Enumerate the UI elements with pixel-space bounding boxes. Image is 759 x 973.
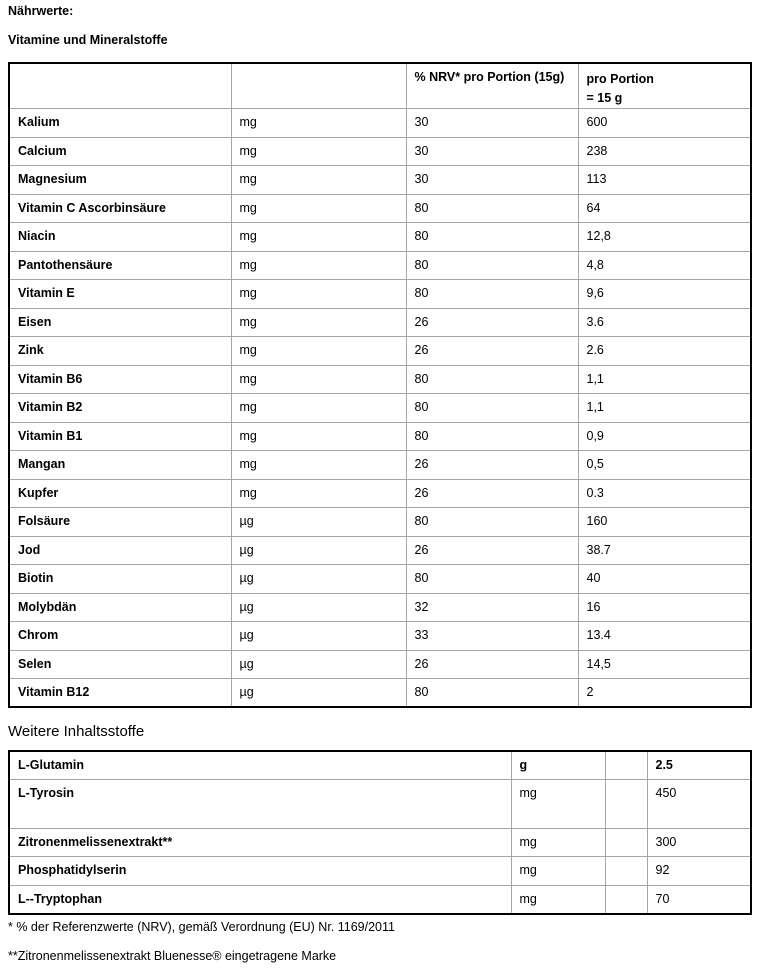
nutrient-name: Zink (9, 337, 231, 366)
nutrient-unit: µg (231, 622, 406, 651)
nutrient-name: Biotin (9, 565, 231, 594)
nutrient-nrv-percent: 80 (406, 508, 578, 537)
nutrient-nrv-percent: 80 (406, 251, 578, 280)
table-row (9, 394, 751, 423)
nutrient-nrv-percent: 26 (406, 337, 578, 366)
ingredient-unit: mg (511, 828, 605, 857)
nutrient-nrv-percent: 80 (406, 365, 578, 394)
other-ingredients-title: Weitere Inhaltsstoffe (8, 723, 145, 740)
nutrient-amount: 13.4 (578, 622, 751, 651)
nutrient-amount: 3.6 (578, 308, 751, 337)
header-portion-column (578, 63, 751, 109)
nutrient-unit: mg (231, 137, 406, 166)
nutrient-amount: 64 (578, 194, 751, 223)
header-empty-cell-2 (231, 63, 406, 109)
ingredient-name: Zitronenmelissenextrakt** (9, 828, 511, 857)
table-row (9, 451, 751, 480)
nutrient-amount: 1,1 (578, 365, 751, 394)
nutrient-amount: 12,8 (578, 223, 751, 252)
nutrient-amount: 600 (578, 109, 751, 138)
nutrient-name: Kalium (9, 109, 231, 138)
nutrient-name: Vitamin B6 (9, 365, 231, 394)
nutrient-name: Jod (9, 536, 231, 565)
nutrient-nrv-percent: 80 (406, 422, 578, 451)
nutrient-unit: mg (231, 251, 406, 280)
nutrient-amount: 40 (578, 565, 751, 594)
other-table-body (9, 751, 751, 914)
table-row (9, 780, 751, 829)
nutrient-amount: 1,1 (578, 394, 751, 423)
nutrient-name: Molybdän (9, 593, 231, 622)
nutrient-nrv-percent: 80 (406, 194, 578, 223)
ingredient-spacer-cell (605, 857, 647, 886)
table-row (9, 280, 751, 309)
table-row (9, 223, 751, 252)
table-row (9, 308, 751, 337)
table-row (9, 137, 751, 166)
nutrient-amount: 9,6 (578, 280, 751, 309)
nutrient-unit: µg (231, 565, 406, 594)
nutrient-name: Vitamin B2 (9, 394, 231, 423)
ingredient-name: L-Glutamin (9, 751, 511, 780)
table-row (9, 365, 751, 394)
table-row (9, 751, 751, 780)
nutrient-amount: 2 (578, 679, 751, 708)
header-nrv-column: % NRV* pro Portion (15g) (406, 63, 578, 109)
ingredient-name: L--Tryptophan (9, 885, 511, 914)
table-row (9, 857, 751, 886)
nutrient-nrv-percent: 26 (406, 451, 578, 480)
table-row (9, 508, 751, 537)
nutrient-nrv-percent: 80 (406, 565, 578, 594)
nutrient-name: Vitamin B1 (9, 422, 231, 451)
nutrient-amount: 160 (578, 508, 751, 537)
table-row (9, 251, 751, 280)
nutrient-nrv-percent: 26 (406, 650, 578, 679)
ingredient-value: 300 (647, 828, 751, 857)
nutrient-nrv-percent: 33 (406, 622, 578, 651)
nutrient-amount: 238 (578, 137, 751, 166)
table-row (9, 536, 751, 565)
ingredient-spacer-cell (605, 751, 647, 780)
nutrient-nrv-percent: 26 (406, 479, 578, 508)
nutrient-nrv-percent: 26 (406, 308, 578, 337)
table-row (9, 828, 751, 857)
vitamins-table-body (9, 63, 751, 707)
table-row (9, 622, 751, 651)
nutrient-unit: µg (231, 508, 406, 537)
vitamins-section-title: Vitamine und Mineralstoffe (8, 33, 168, 47)
nutrient-amount: 14,5 (578, 650, 751, 679)
table-row (9, 885, 751, 914)
table-row (9, 479, 751, 508)
ingredient-value: 2.5 (647, 751, 751, 780)
vitamins-minerals-table (8, 62, 752, 708)
nrv-footnote: * % der Referenzwerte (NRV), gemäß Verordnung (EU) Nr. 1169/2011 (8, 919, 395, 934)
table-row (9, 422, 751, 451)
table-row (9, 337, 751, 366)
nutrient-name: Pantothensäure (9, 251, 231, 280)
table-header-row (9, 63, 751, 109)
nutrient-unit: mg (231, 166, 406, 195)
nutrient-nrv-percent: 30 (406, 137, 578, 166)
nutrient-amount: 2.6 (578, 337, 751, 366)
nutrient-nrv-percent: 32 (406, 593, 578, 622)
page-title: Nährwerte: (8, 4, 74, 18)
nutrient-amount: 113 (578, 166, 751, 195)
nutrient-name: Niacin (9, 223, 231, 252)
nutrient-amount: 0.3 (578, 479, 751, 508)
nutrient-name: Vitamin B12 (9, 679, 231, 708)
nutrient-nrv-percent: 80 (406, 679, 578, 708)
nutrient-amount: 0,5 (578, 451, 751, 480)
nutrient-nrv-percent: 80 (406, 394, 578, 423)
nutrient-name: Chrom (9, 622, 231, 651)
ingredient-unit: mg (511, 857, 605, 886)
nutrient-name: Selen (9, 650, 231, 679)
table-row (9, 109, 751, 138)
nutrient-nrv-percent: 80 (406, 223, 578, 252)
ingredient-name: Phosphatidylserin (9, 857, 511, 886)
trademark-footnote: **Zitronenmelissenextrakt Bluenesse® eingetragene Marke (8, 948, 337, 963)
nutrient-unit: mg (231, 365, 406, 394)
nutrient-unit: mg (231, 308, 406, 337)
nutrient-unit: µg (231, 650, 406, 679)
nutrient-name: Eisen (9, 308, 231, 337)
nutrient-name: Folsäure (9, 508, 231, 537)
nutrient-name: Mangan (9, 451, 231, 480)
table-row (9, 650, 751, 679)
ingredient-unit: mg (511, 780, 605, 829)
nutrient-amount: 38.7 (578, 536, 751, 565)
ingredient-unit: mg (511, 885, 605, 914)
ingredient-spacer-cell (605, 780, 647, 829)
nutrient-unit: mg (231, 422, 406, 451)
table-row (9, 593, 751, 622)
nutrient-unit: mg (231, 194, 406, 223)
nutrient-name: Kupfer (9, 479, 231, 508)
other-ingredients-table (8, 750, 752, 915)
nutrient-unit: µg (231, 679, 406, 708)
nutrient-unit: mg (231, 223, 406, 252)
table-row (9, 679, 751, 708)
nutrient-unit: mg (231, 451, 406, 480)
nutrient-unit: mg (231, 109, 406, 138)
nutrient-amount: 4,8 (578, 251, 751, 280)
nutrient-name: Magnesium (9, 166, 231, 195)
nutrient-nrv-percent: 80 (406, 280, 578, 309)
table-row (9, 565, 751, 594)
nutrient-unit: mg (231, 337, 406, 366)
ingredient-spacer-cell (605, 885, 647, 914)
table-row (9, 194, 751, 223)
ingredient-name: L-Tyrosin (9, 780, 511, 829)
table-row (9, 166, 751, 195)
nutrient-name: Vitamin C Ascorbinsäure (9, 194, 231, 223)
nutrient-nrv-percent: 30 (406, 166, 578, 195)
nutrient-unit: mg (231, 394, 406, 423)
nutrient-unit: mg (231, 479, 406, 508)
ingredient-spacer-cell (605, 828, 647, 857)
nutrient-name: Calcium (9, 137, 231, 166)
nutrient-nrv-percent: 26 (406, 536, 578, 565)
header-portion-line2: = 15 g (586, 91, 623, 105)
nutrient-name: Vitamin E (9, 280, 231, 309)
ingredient-value: 92 (647, 857, 751, 886)
nutrient-unit: mg (231, 280, 406, 309)
ingredient-unit: g (511, 751, 605, 780)
nutrient-amount: 0,9 (578, 422, 751, 451)
nutrient-nrv-percent: 30 (406, 109, 578, 138)
nutrient-amount: 16 (578, 593, 751, 622)
header-empty-cell-1 (9, 63, 231, 109)
ingredient-value: 450 (647, 780, 751, 829)
ingredient-value: 70 (647, 885, 751, 914)
nutrient-unit: µg (231, 593, 406, 622)
header-portion-line1: pro Portion (586, 72, 654, 86)
nutrient-unit: µg (231, 536, 406, 565)
